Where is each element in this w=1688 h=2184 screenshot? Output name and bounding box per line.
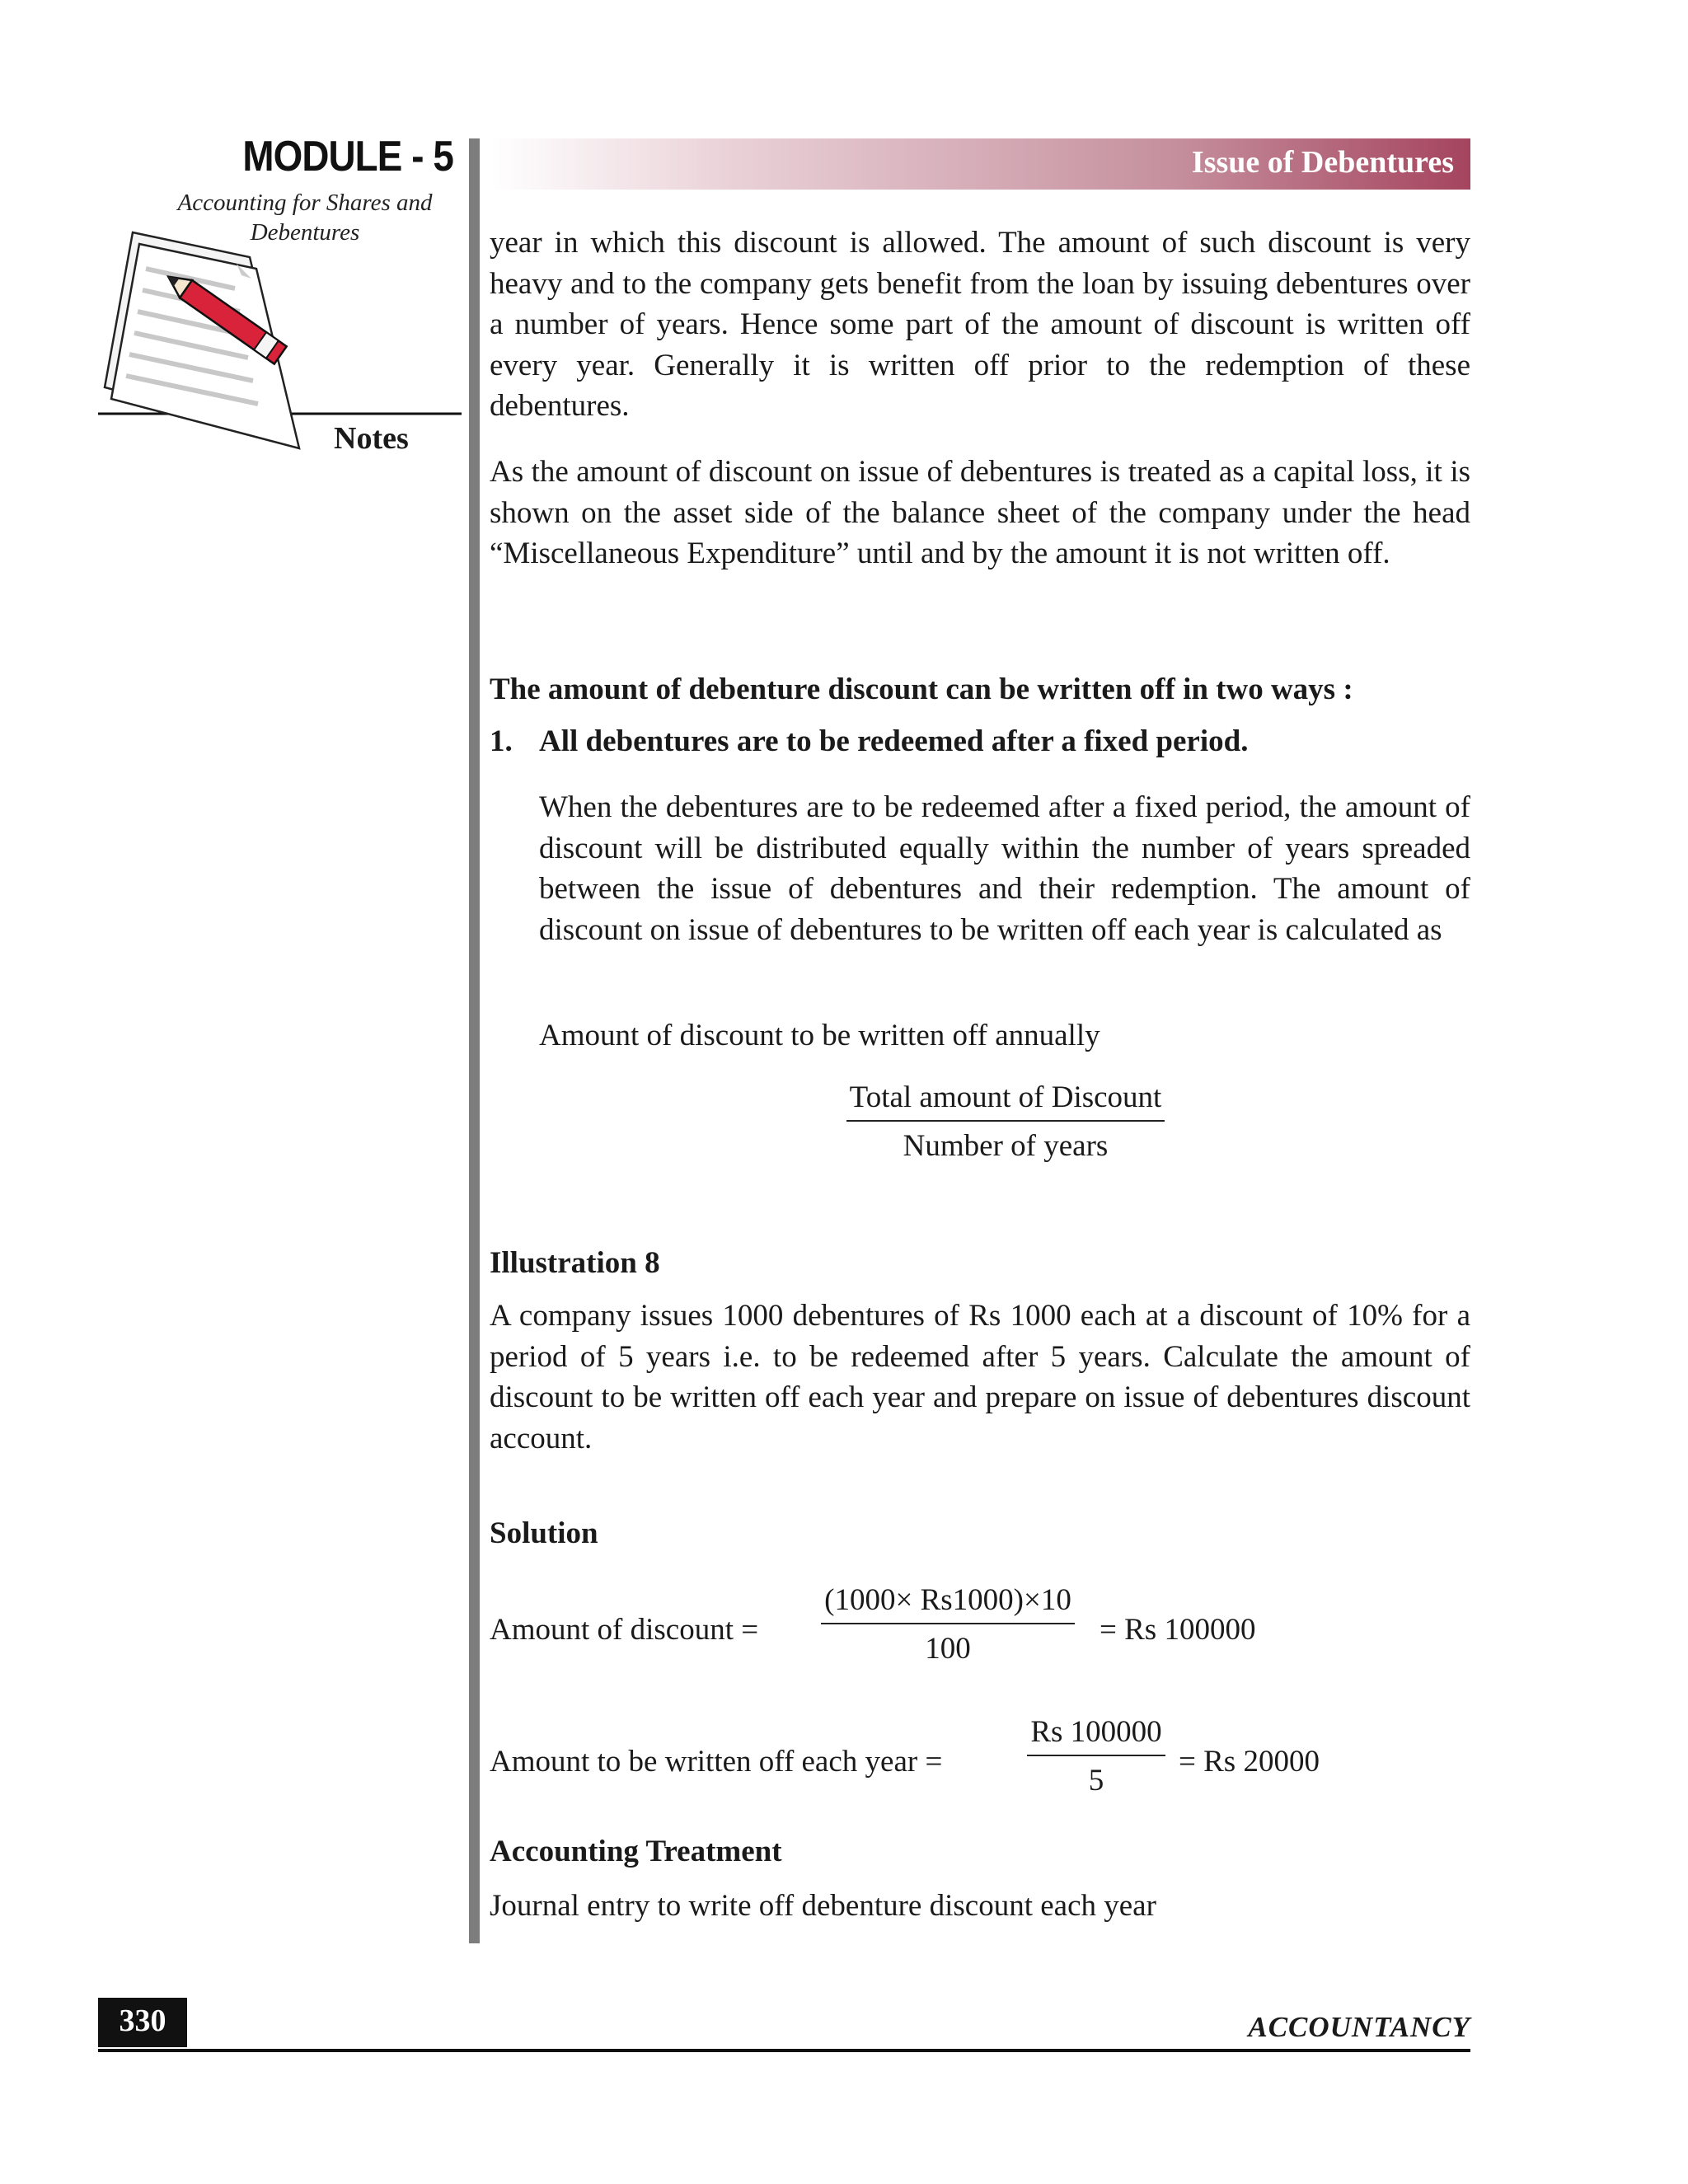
item-title: All debentures are to be redeemed after a fixed period. xyxy=(539,724,1249,758)
yearly-fraction xyxy=(1022,1714,1170,1798)
solution-title: Solution xyxy=(490,1516,598,1550)
notes-label: Notes xyxy=(334,421,409,456)
formula-denominator: Number of years xyxy=(903,1129,1109,1163)
yearly-numerator: Rs 100000 xyxy=(1027,1714,1165,1756)
discount-result: = Rs 100000 xyxy=(1100,1613,1256,1647)
item-number: 1. xyxy=(490,724,513,758)
discount-fraction xyxy=(808,1582,1088,1666)
margin-divider xyxy=(469,138,480,1943)
yearly-denominator: 5 xyxy=(1088,1764,1104,1797)
treatment-title: Accounting Treatment xyxy=(490,1835,782,1868)
notes-pencil-icon xyxy=(95,223,474,453)
page-number: 330 xyxy=(119,2004,166,2038)
discount-label: Amount of discount = xyxy=(490,1613,759,1647)
paragraph-fixed-period: When the debentures are to be redeemed after a fixed period, the amount of discount will be distributed equally within the number of years spreaded between the issue of debentures and their redemption. The amount of discount on issue of debentures to be written off each year is calculated as xyxy=(539,790,1470,947)
yearly-result: = Rs 20000 xyxy=(1179,1745,1320,1779)
illustration-title: Illustration 8 xyxy=(490,1246,660,1280)
module-subtitle: Accounting for Shares and Debentures xyxy=(177,190,433,246)
paragraph-discount-written-off: year in which this discount is allowed. The amount of such discount is very heavy and to the company gets benefit from the loan by issuing debentures over a number of years. Hence some part of the amount of discount is written off every year. Generally it is written off prior to the redemption of these debentures. xyxy=(490,226,1470,423)
formula-label: Amount of discount to be written off annually xyxy=(539,1019,1100,1052)
yearly-label: Amount to be written off each year = xyxy=(490,1745,943,1779)
paragraph-capital-loss: As the amount of discount on issue of debentures is treated as a capital loss, it is shown on the asset side of the balance sheet of the company under the head “Miscellaneous Expenditure” until and by the amount it is not written off. xyxy=(490,455,1470,570)
discount-denominator: 100 xyxy=(925,1632,971,1666)
footer-rule xyxy=(98,2049,1470,2052)
section-title: Issue of Debentures xyxy=(1191,145,1454,180)
module-title: MODULE - 5 xyxy=(242,133,453,180)
illustration-text: A company issues 1000 debentures of Rs 1000 each at a discount of 10% for a period of 5 years i.e. to be redeemed after 5 years. Calculate the amount of discount to be written off each year and prepare on issue of debentures discount account. xyxy=(490,1299,1470,1455)
treatment-text: Journal entry to write off debenture discount each year xyxy=(490,1889,1156,1923)
formula-fraction xyxy=(832,1080,1179,1164)
ways-heading: The amount of debenture discount can be written off in two ways : xyxy=(490,673,1353,706)
formula-numerator: Total amount of Discount xyxy=(846,1080,1165,1122)
footer-subject: ACCOUNTANCY xyxy=(1248,2011,1470,2043)
section-header-band xyxy=(491,138,1470,190)
discount-numerator: (1000× Rs1000)×10 xyxy=(821,1582,1075,1624)
